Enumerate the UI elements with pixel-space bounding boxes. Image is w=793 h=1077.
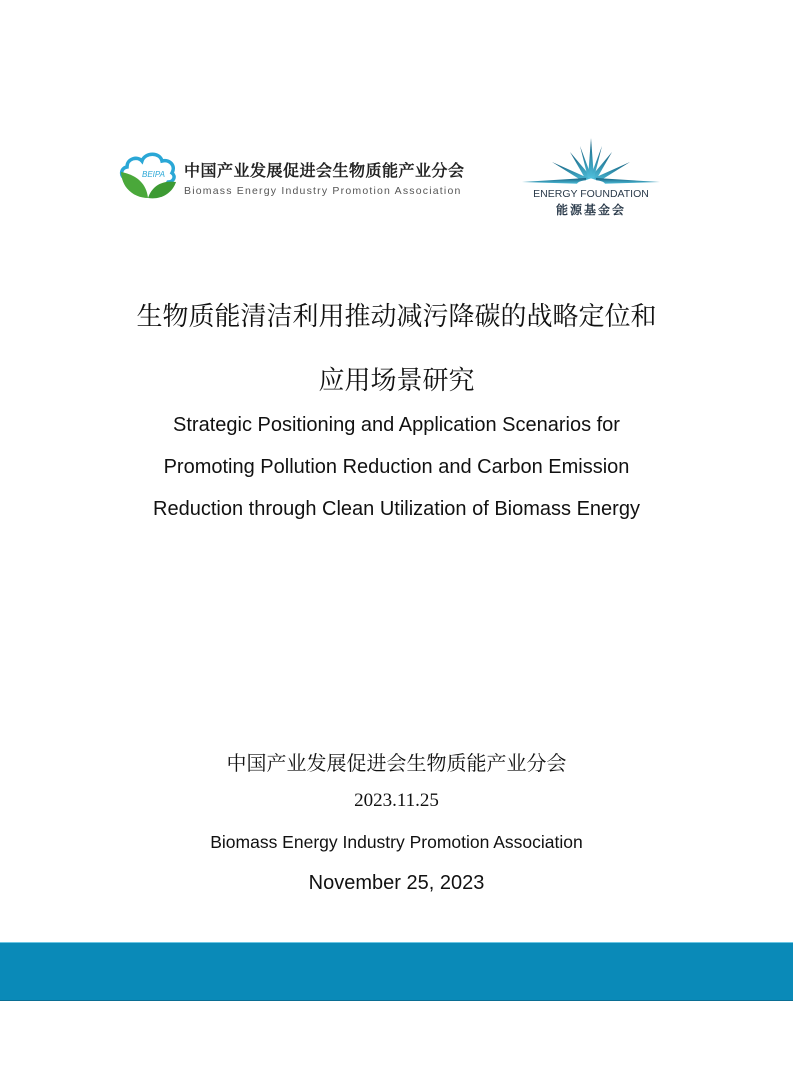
title-en-line-3: Reduction through Clean Utilization of Biomass Energy (153, 498, 640, 520)
publisher-name-cn: 中国产业发展促进会生物质能产业分会 (226, 751, 567, 775)
energy-foundation-logo (522, 138, 660, 186)
beipa-name-en: Biomass Energy Industry Promotion Association (184, 185, 462, 197)
title-en-line-1: Strategic Positioning and Application Scenarios for (173, 414, 620, 436)
title-cn-line-2: 应用场景研究 (318, 366, 475, 396)
footer-color-band (0, 942, 793, 1001)
beipa-cloud-leaf-icon (118, 148, 180, 202)
energy-foundation-name-cn: 能源基金会 (555, 203, 626, 217)
svg-text:BEIPA: BEIPA (142, 170, 165, 179)
publication-date-numeric: 2023.11.25 (354, 790, 439, 811)
beipa-logo (118, 148, 180, 202)
energy-foundation-starburst-icon (522, 138, 660, 186)
beipa-wordmark (184, 158, 465, 197)
energy-foundation-name-en: ENERGY FOUNDATION (533, 188, 649, 200)
title-cn-line-1: 生物质能清洁利用推动减污降碳的战略定位和 (136, 302, 657, 332)
beipa-name-cn: 中国产业发展促进会生物质能产业分会 (184, 161, 465, 180)
title-en-line-2: Promoting Pollution Reduction and Carbon Emission (163, 456, 630, 478)
publication-date-en: November 25, 2023 (308, 872, 485, 894)
publisher-name-en: Biomass Energy Industry Promotion Association (210, 832, 583, 852)
